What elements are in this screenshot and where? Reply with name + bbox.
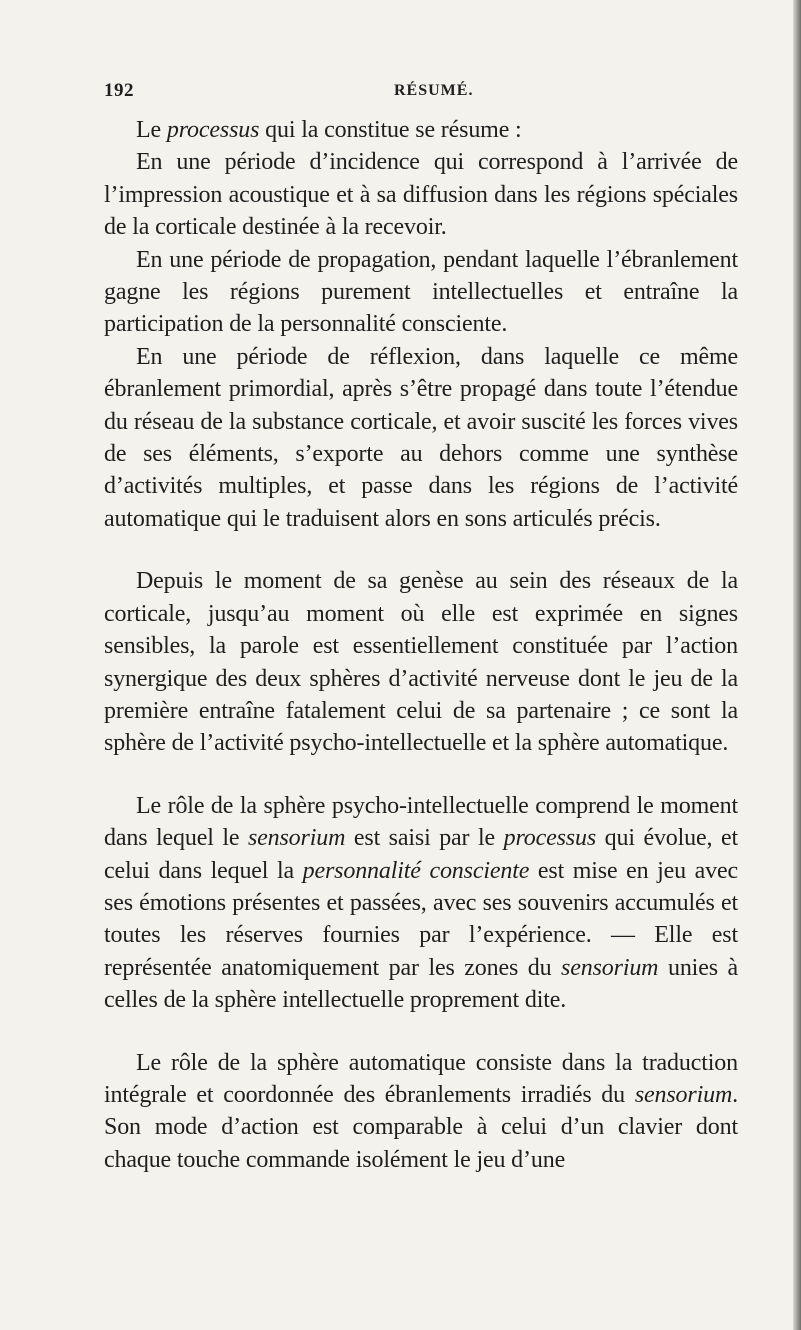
text-run: qui la constitue se résume :: [259, 117, 522, 143]
text-run: . Son mode d’action est comparable à celui d’un clavier dont chaque touche commande isolément le jeu d’une: [104, 1081, 738, 1173]
page-edge-shadow: [793, 0, 801, 1330]
running-head: RÉSUMÉ.: [394, 82, 474, 99]
paragraph-genese: Depuis le moment de sa genèse au sein des réseaux de la corticale, jusqu’au moment où elle est exprimée en signes sensibles, la parole est essentiellement constituée par l’action synergique des deux sphères d’activité nerveuse dont le jeu de la première entraîne fatalement celui de sa partenaire ; ce sont la sphère de l’activité psycho-intellectuelle et la sphère automatique.: [104, 568, 738, 757]
body-text: [104, 114, 738, 1176]
italic-term: sensorium: [561, 954, 659, 981]
text-run: est mise en jeu avec ses émotions présentes et passées, avec ses souvenirs accumulés et toutes les réserves fournies par l’expérience. — Elle est représentée anatomiquement par les zones du: [104, 857, 738, 981]
italic-term: sensorium: [634, 1081, 733, 1108]
page-header: [104, 80, 738, 106]
page-number: 192: [104, 80, 134, 101]
paragraph-reflexion: En une période de réflexion, dans laquelle ce même ébranlement primordial, après s’être propagé dans toute l’étendue du réseau de la substance corticale, et avoir suscité les forces vives de ses éléments, s’exporte au dehors comme une synthèse d’activités multiples, et passe dans les régions de l’activité automatique qui le traduisent alors en sons articulés précis.: [104, 343, 738, 532]
italic-term: processus: [503, 825, 597, 852]
paragraph-processus-intro: [104, 114, 738, 146]
text-run: Le rôle de la sphère automatique consiste dans la traduction intégrale et coordonnée des ébranlements irradiés du: [104, 1049, 738, 1108]
text-run: qui évolue, et celui dans lequel la: [104, 825, 738, 884]
paragraph-propagation: En une période de propagation, pendant laquelle l’ébranlement gagne les régions purement intellectuelles et entraîne la participation de la personnalité consciente.: [104, 246, 738, 338]
paragraph-sphere-automatique: [104, 1047, 738, 1177]
text-run: est saisi par le: [345, 825, 504, 852]
text-run: Le rôle de la sphère psycho-intellectuelle comprend le moment dans lequel le: [104, 792, 738, 852]
italic-term: processus: [166, 117, 260, 143]
italic-term: personnalité consciente: [302, 857, 530, 884]
text-run: unies à celles de la sphère intellectuelle proprement dite.: [104, 954, 738, 1014]
paragraph-sphere-psycho-intellectuelle: [104, 790, 738, 1017]
italic-term: sensorium: [247, 825, 346, 852]
text-run: Le: [136, 117, 167, 143]
paragraph-incidence: En une période d’incidence qui correspond à l’arrivée de l’impression acoustique et à sa diffusion dans les régions spéciales de la corticale destinée à la recevoir.: [104, 149, 738, 241]
